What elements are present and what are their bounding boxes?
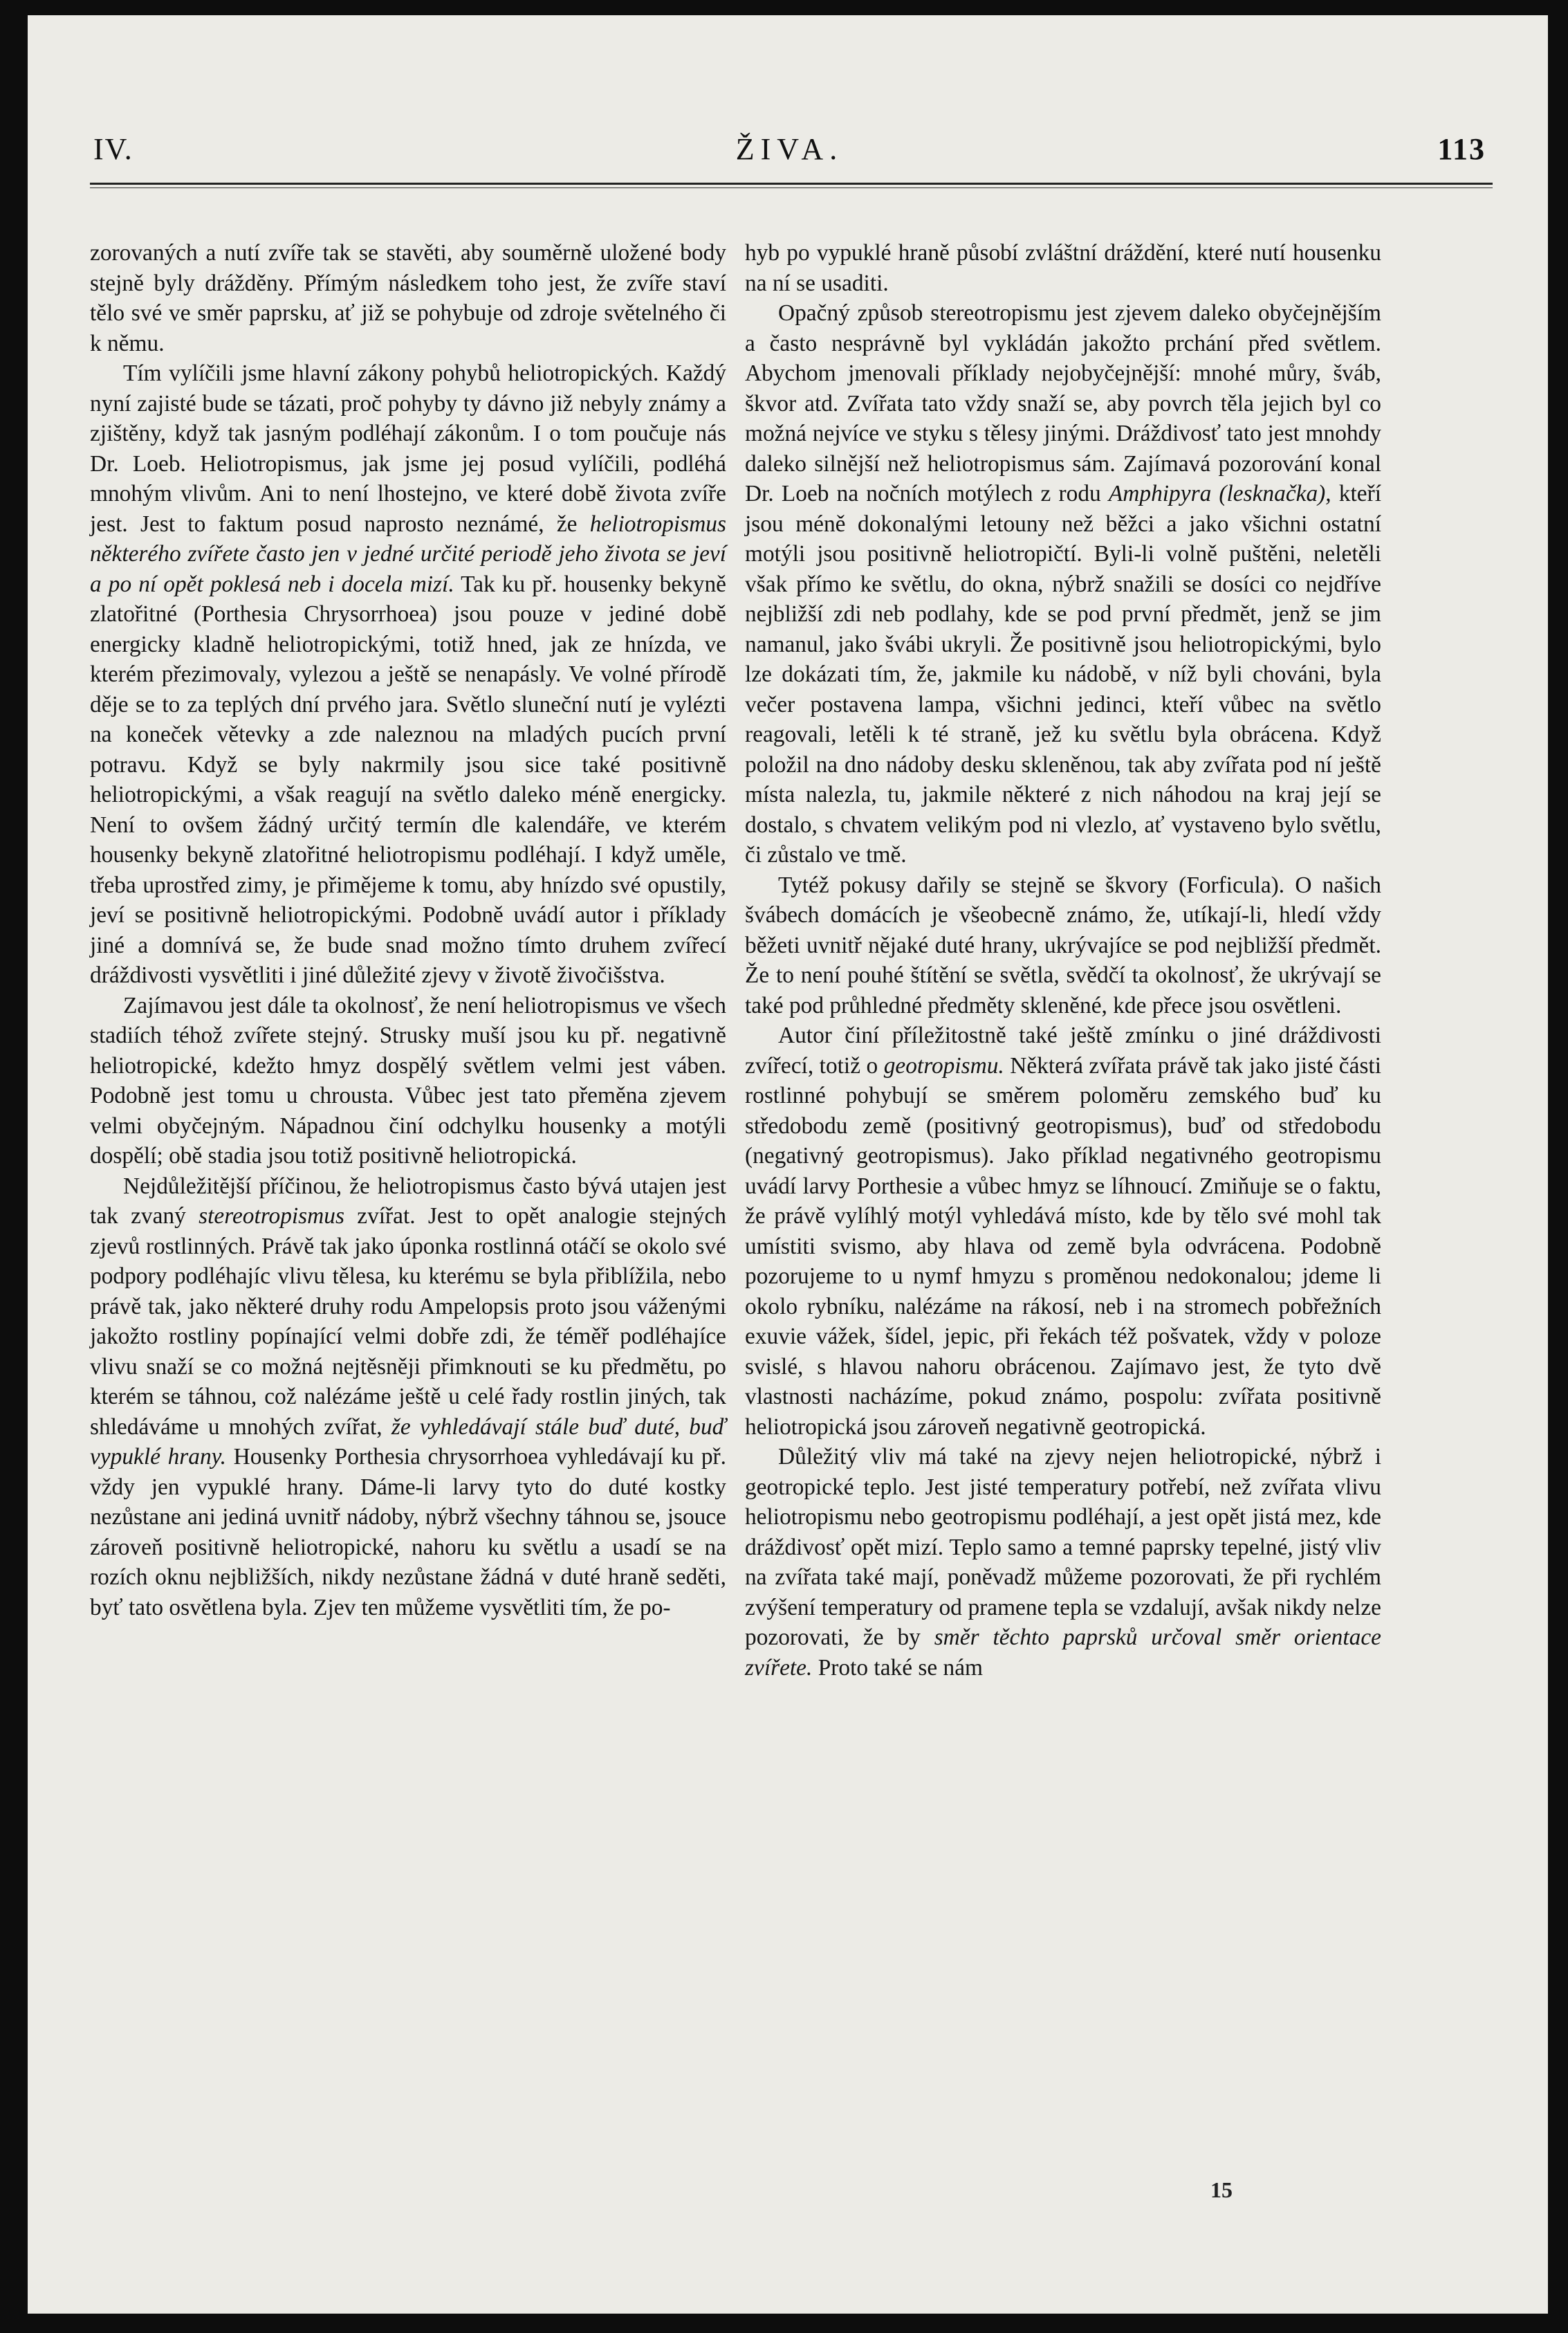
signature-mark: 15 (1210, 2177, 1233, 2202)
emphasis: geotropismu. (883, 1052, 1004, 1079)
volume-number: IV. (93, 132, 133, 166)
running-header (93, 131, 1486, 180)
emphasis: že vyhledávají stále buď duté, buď vypuklé hrany. (90, 1413, 726, 1470)
page-number: 113 (1437, 132, 1486, 166)
paragraph: Důležitý vliv má také na zjevy nejen heliotropické, nýbrž i geotropické teplo. Jest jisté temperatury potřebí, než zvířata vlivu heliotropismu nebo geotropismu podléhají, a jest opět jistá mez, kde dráždivosť opět mizí. Teplo samo a temné paprsky tepelné, jistý vliv na zvířata také mají, poněvadž můžeme pozorovati, že při rychlém zvýšení temperatury od pramene tepla se vzdalují, avšak nikdy nelze pozorovati, že by směr těchto paprsků určoval směr orientace zvířete. Proto také se nám (745, 1444, 1381, 1681)
journal-title: ŽIVA. (735, 132, 844, 166)
right-column (745, 238, 1381, 1683)
paragraph: Nejdůležitější příčinou, že heliotropismus často bývá utajen jest tak zvaný stereotropismus zvířat. Jest to opět analogie stejných zjevů rostlinných. Právě tak jako úponka rostlinná otáčí se okolo své podpory podléhajíc vlivu tělesa, ku kterému se byla přiblížila, nebo právě tak, jako některé druhy rodu Ampelopsis proto jsou váženými jakožto rostliny popínající velmi dobře zdi, že téměř podléhajíce vlivu snaží se co možná nejtěsněji přimknouti se ku předmětu, po kterém se táhnou, což nalézáme ještě u celé řady rostlin jiných, tak shledáváme u mnohých zvířat, že vyhledávají stále buď duté, buď vypuklé hrany. Housenky Porthesia chrysorrhoea vyhledávají ku př. vždy jen vypuklé hrany. Dáme-li larvy tyto do duté kostky nezůstane ani jediná uvnitř nádoby, nýbrž všechny táhnou se, jsouce zároveň positivně heliotropické, nahoru ku světlu a usadí se na rozích oknu nejbližších, nikdy nezůstane žádná v duté hraně seděti, byť tato osvětlena byla. Zjev ten můžeme vysvětliti tím, že po- (90, 1173, 727, 1620)
paragraph: Tytéž pokusy dařily se stejně se škvory (Forficula). O našich švábech domácích je všeobecně známo, že, utíkají-li, hledí vždy běžeti uvnitř nějaké duté hrany, ukrývajíce se pod nejbližší předmět. Že to není pouhé štítění se světla, svědčí ta okolnosť, že ukrývají se také pod průhledné předměty skleněné, kde přece jsou osvětleni. (745, 872, 1381, 1018)
emphasis: směr těchto paprsků určoval směr orientace zvířete. (745, 1625, 1381, 1681)
paragraph: Opačný způsob stereotropismu jest zjevem daleko obyčejnějším a často nesprávně byl vykládán jakožto prchání před světlem. Abychom jmenovali příklady nejobyčejnější: mnohé můry, šváb, škvor atd. Zvířata tato vždy snaží se, aby povrch těla jejich byl co možná nejvíce ve styku s tělesy jinými. Dráždivosť tato jest mnohdy daleko silnější než heliotropismus sám. Zajímavá pozorování konal Dr. Loeb na nočních motýlech z rodu Amphipyra (lesknačka), kteří jsou méně dokonalými letouny než běžci a jako všichni ostatní motýli jsou positivně heliotropičtí. Byli-li volně puštěni, neletěli však přímo ke světlu, do okna, nýbrž snažili se dosíci co nejdříve nejbližší zdi neb podlahy, kde se pod první předmět, jenž se jim namanul, jako švábi ukryli. Že positivně jsou heliotropickými, bylo lze dokázati tím, že, jakmile ku nádobě, v níž byli chováni, byla večer postavena lampa, všichni jedinci, kteří vůbec na světlo reagovali, letěli k té straně, jež ku světlu byla obrácena. Když položil na dno nádoby desku skleněnou, tak aby zvířata pod ní ještě místa nalezla, tu, jakmile některé z nich náhodou na kraj její se dostalo, s chvatem velikým pod ni vlezlo, ať vystaveno bylo světlu, či zůstalo ve tmě. (745, 300, 1381, 868)
paragraph: Tím vylíčili jsme hlavní zákony pohybů heliotropických. Každý nyní zajisté bude se tázati, proč pohyby ty dávno již nebyly známy a zjištěny, když tak jasným podléhají zákonům. I o tom poučuje nás Dr. Loeb. Heliotropismus, jak jsme jej posud vylíčili, podléhá mnohým vlivům. Ani to není lhostejno, ve které době života zvíře jest. Jest to faktum posud naprosto neznámé, že heliotropismus některého zvířete často jen v jedné určité periodě jeho života se jeví a po ní opět poklesá neb i docela mizí. Tak ku př. housenky bekyně zlatořitné (Porthesia Chrysorrhoea) jsou pouze v jediné době energicky kladně heliotropickými, totiž hned, jak ze hnízda, ve kterém přezimovaly, vylezou a ještě se nenapásly. Ve volné přírodě děje se to za teplých dní prvého jara. Světlo sluneční nutí je vylézti na koneček větevky a zde naleznou na mladých pucích první potravu. Když se byly nakrmily jsou sice také positivně heliotropickými, a však reagují na světlo daleko méně energicky. Není to ovšem žádný určitý termín dle kalendáře, ve kterém housenky bekyně zlatořitné heliotropismu podléhají. I když uměle, třeba uprostřed zimy, je přimějeme k tomu, aby hnízdo své opustily, jeví se positivně heliotropickými. Podobně uvádí autor i příklady jiné a domnívá se, že bude snad možno tímto druhem zvířecí dráždivosti vysvětliti i jiné důležité zjevy v životě živočišstva. (90, 360, 726, 988)
emphasis: heliotropismus některého zvířete často jen v jedné určité periodě jeho života se jeví a po ní opět poklesá neb i docela mizí. (90, 511, 726, 597)
emphasis: Amphipyra (lesknačka), (1108, 481, 1331, 506)
header-rule (90, 183, 1493, 188)
paragraph: Autor činí příležitostně také ještě zmínku o jiné dráždivosti zvířecí, totiž o geotropismu. Některá zvířata právě tak jako jisté části rostlinné pohybují se směrem poloměru zemského buď ku středobodu země (positivný geotropismus), buď od středobodu (negativný geotropismus). Jako příklad negativného geotropismu uvádí larvy Porthesie a vůbec hmyz se líhnoucí. Zmiňuje se o faktu, že právě vylíhlý motýl vyhledává místo, kde by tělo své mohl tak umístiti svismo, aby hlava od země byla odvrácena. Podobně pozorujeme to u nymf hmyzu s proměnou nedokonalou; jdeme li okolo rybníku, nalézáme na rákosí, neb i na stromech pobřežních exuvie vážek, šídel, jepic, při řekách též pošvatek, vždy v poloze svislé, s hlavou nahoru obrácenou. Zajímavo jest, že tyto dvě vlastnosti nacházíme, pokud známo, pospolu: zvířata positivně heliotropická jsou zároveň negativně geotropická. (745, 1023, 1381, 1440)
emphasis: stereotropismus (199, 1203, 344, 1229)
paragraph: hyb po vypuklé hraně působí zvláštní dráždění, které nutí housenku na ní se usaditi. (745, 240, 1381, 296)
paragraph: zorovaných a nutí zvíře tak se stavěti, aby souměrně uložené body stejně byly drážděny. Přímým následkem toho jest, že zvíře staví tělo své ve směr paprsku, ať již se pohybuje od zdroje světelného či k němu. (90, 240, 726, 356)
page (28, 15, 1548, 2314)
left-column (90, 238, 726, 1622)
paragraph: Zajímavou jest dále ta okolnosť, že není heliotropismus ve všech stadiích téhož zvířete stejný. Strusky muší jsou ku př. negativně heliotropické, kdežto hmyz dospělý světlem velmi jest váben. Podobně jest tomu u chrousta. Vůbec jest tato přeměna zjevem velmi obyčejným. Nápadnou činí odchylku housenky a motýli dospělí; obě stadia jsou totiž positivně heliotropická. (90, 992, 726, 1169)
